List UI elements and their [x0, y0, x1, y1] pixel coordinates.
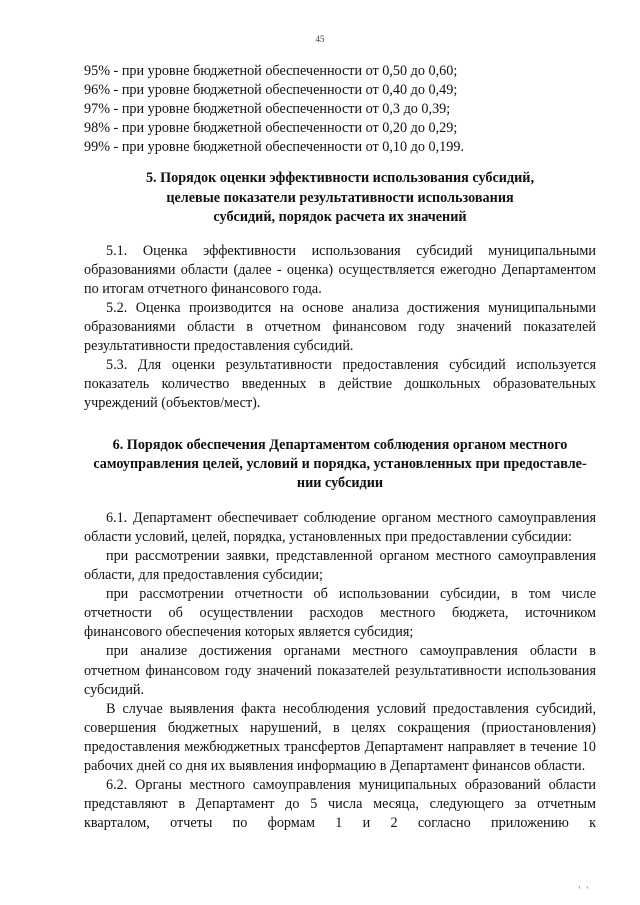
rate-line: 99% - при уровне бюджетной обеспеченности от 0,10 до 0,199.: [84, 139, 464, 156]
paragraph-condition: при рассмотрении заявки, представленной органом местного самоуправления области, для предоставления субсидии;: [84, 547, 596, 584]
section-5-heading: [84, 169, 596, 227]
heading-line: нии субсидии: [296, 475, 384, 492]
section-6-heading: [84, 436, 596, 494]
heading-line: 5. Порядок оценки эффективности использования субсидий,: [145, 170, 535, 187]
corner-mark: ' ': [578, 885, 590, 895]
rate-line: 97% - при уровне бюджетной обеспеченности от 0,3 до 0,39;: [84, 101, 451, 118]
rate-line: 95% - при уровне бюджетной обеспеченности от 0,50 до 0,60;: [84, 63, 458, 79]
section-6-body: [84, 509, 596, 834]
paragraph-5-3: 5.3. Для оценки результативности предоставления субсидий используется показатель количество введенных в действие дошкольных образовательных учреждений (объектов/мест).: [84, 357, 596, 412]
rate-line: 98% - при уровне бюджетной обеспеченности от 0,20 до 0,29;: [84, 120, 458, 137]
paragraph-5-2: 5.2. Оценка производится на основе анализа достижения муниципальными образованиями области в отчетном финансовом году значений показателей результативности предоставления субсидий.: [84, 299, 596, 355]
heading-line: субсидий, порядок расчета их значений: [213, 209, 467, 226]
heading-line: целевые показатели результативности использования: [166, 189, 514, 206]
paragraph-5-1: 5.1. Оценка эффективности использования субсидий муниципальными образованиями области (далее - оценка) осуществляется ежегодно Департаментом по итогам отчетного финансового года.: [84, 242, 596, 297]
heading-line: 6. Порядок обеспечения Департаментом соблюдения органом местного: [112, 436, 568, 453]
paragraph-condition: при рассмотрении отчетности об использовании субсидии, в том числе отчетности об осуществлении расходов местного бюджета, источником финансового обеспечения которых является субсидия;: [84, 586, 596, 641]
section-5-body: [84, 242, 596, 414]
paragraph-6-1: 6.1. Департамент обеспечивает соблюдение органом местного самоуправления области условий, целей, порядка, установленных при предоставлении субсидии:: [84, 509, 596, 545]
page-content: [84, 62, 596, 833]
heading-line: самоуправления целей, условий и порядка, установленных при предоставле-: [93, 455, 587, 472]
paragraph-6-2: 6.2. Органы местного самоуправления муниципальных образований области представляют в Департамент до 5 числа месяца, следующего за отчетным кварталом, отчеты по формам 1 и 2 согласно приложению к: [84, 777, 596, 832]
rates-list: [84, 62, 596, 157]
paragraph-violation: В случае выявления факта несоблюдения условий предоставления субсидий, совершения бюджетных нарушений, в целях сокращения (приостановления) предоставления межбюджетных трансфертов Департамент направляет в течение 10 рабочих дней со дня их выявления информацию в Департамент финансов области.: [84, 700, 596, 774]
paragraph-condition: при анализе достижения органами местного самоуправления области в отчетном финансовом году значений показателей результативности использования субсидий.: [84, 643, 596, 698]
page-number: 45: [315, 34, 325, 44]
rate-line: 96% - при уровне бюджетной обеспеченности от 0,40 до 0,49;: [84, 82, 458, 99]
